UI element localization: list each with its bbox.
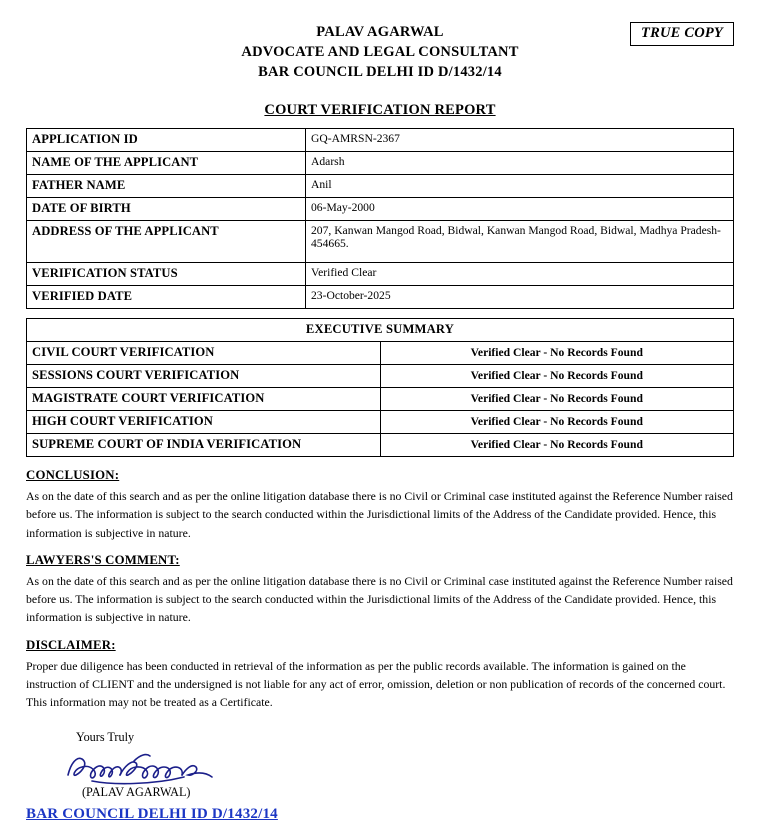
detail-label: APPLICATION ID <box>27 129 306 152</box>
summary-label: CIVIL COURT VERIFICATION <box>27 342 381 365</box>
table-row <box>27 221 734 263</box>
summary-value: Verified Clear - No Records Found <box>380 434 734 457</box>
detail-value: Adarsh <box>306 152 734 175</box>
applicant-details-table <box>26 128 734 309</box>
detail-value: Verified Clear <box>306 263 734 286</box>
table-row <box>27 388 734 411</box>
advocate-designation: ADVOCATE AND LEGAL CONSULTANT <box>241 44 519 60</box>
detail-label: DATE OF BIRTH <box>27 198 306 221</box>
table-row <box>27 434 734 457</box>
executive-summary-table <box>26 318 734 457</box>
table-row <box>27 411 734 434</box>
detail-label: VERIFIED DATE <box>27 286 306 309</box>
signer-name: (PALAV AGARWAL) <box>82 784 191 799</box>
detail-value: 23-October-2025 <box>306 286 734 309</box>
detail-value: 06-May-2000 <box>306 198 734 221</box>
page-title: COURT VERIFICATION REPORT <box>264 102 496 118</box>
table-row <box>27 152 734 175</box>
footer-bar-id: BAR COUNCIL DELHI ID D/1432/14 <box>26 805 278 822</box>
detail-value: 207, Kanwan Mangod Road, Bidwal, Kanwan Mangod Road, Bidwal, Madhya Pradesh-454665. <box>306 221 734 263</box>
summary-value: Verified Clear - No Records Found <box>380 388 734 411</box>
detail-label: FATHER NAME <box>27 175 306 198</box>
summary-value: Verified Clear - No Records Found <box>380 411 734 434</box>
table-header-row <box>27 319 734 342</box>
advocate-bar-id: BAR COUNCIL DELHI ID D/1432/14 <box>258 64 502 80</box>
signature-image <box>62 747 734 787</box>
summary-label: MAGISTRATE COURT VERIFICATION <box>27 388 381 411</box>
summary-value: Verified Clear - No Records Found <box>380 365 734 388</box>
summary-label: SESSIONS COURT VERIFICATION <box>27 365 381 388</box>
disclaimer-title: DISCLAIMER: <box>26 637 116 652</box>
table-row <box>27 365 734 388</box>
detail-value: Anil <box>306 175 734 198</box>
detail-value: GQ-AMRSN-2367 <box>306 129 734 152</box>
lawyers-comment-title: LAWYERS'S COMMENT: <box>26 552 180 567</box>
table-row <box>27 175 734 198</box>
table-row <box>27 129 734 152</box>
disclaimer-body: Proper due diligence has been conducted in retrieval of the information as per the public records available. The information is gained on the instruction of CLIENT and the undersigned is not liable for any act of error, omission, deletion or non publication of records of the concerned court. This information may not be treated as a Certificate. <box>26 658 726 710</box>
true-copy-stamp: TRUE COPY <box>630 22 734 46</box>
summary-label: HIGH COURT VERIFICATION <box>27 411 381 434</box>
closing-text: Yours Truly <box>76 729 135 744</box>
summary-label: SUPREME COURT OF INDIA VERIFICATION <box>27 434 381 457</box>
table-row <box>27 198 734 221</box>
conclusion-title: CONCLUSION: <box>26 468 120 482</box>
conclusion-body: As on the date of this search and as per the online litigation database there is no Civil or Criminal case instituted against the Reference Number raised before us. The information is subject to the search conducted within the Jurisdictional limits of the Address of the Candidate provided. Hence, this information is subjective in nature. <box>26 489 733 540</box>
detail-label: NAME OF THE APPLICANT <box>27 152 306 175</box>
table-row <box>27 286 734 309</box>
table-row <box>27 342 734 365</box>
conclusion-section <box>26 468 734 542</box>
disclaimer-section <box>26 638 734 712</box>
letterhead <box>26 22 734 82</box>
detail-label: VERIFICATION STATUS <box>27 263 306 286</box>
detail-label: ADDRESS OF THE APPLICANT <box>27 221 306 263</box>
lawyers-comment-body: As on the date of this search and as per the online litigation database there is no Civil or Criminal case instituted against the Reference Number raised before us. The information is subject to the search conducted within the Jurisdictional limits of the Address of the Candidate provided. Hence, this information is subjective in nature. <box>26 573 733 625</box>
table-row <box>27 263 734 286</box>
summary-header: EXECUTIVE SUMMARY <box>27 319 734 342</box>
summary-value: Verified Clear - No Records Found <box>380 342 734 365</box>
advocate-name: PALAV AGARWAL <box>316 24 444 40</box>
lawyers-comment-section <box>26 553 734 627</box>
